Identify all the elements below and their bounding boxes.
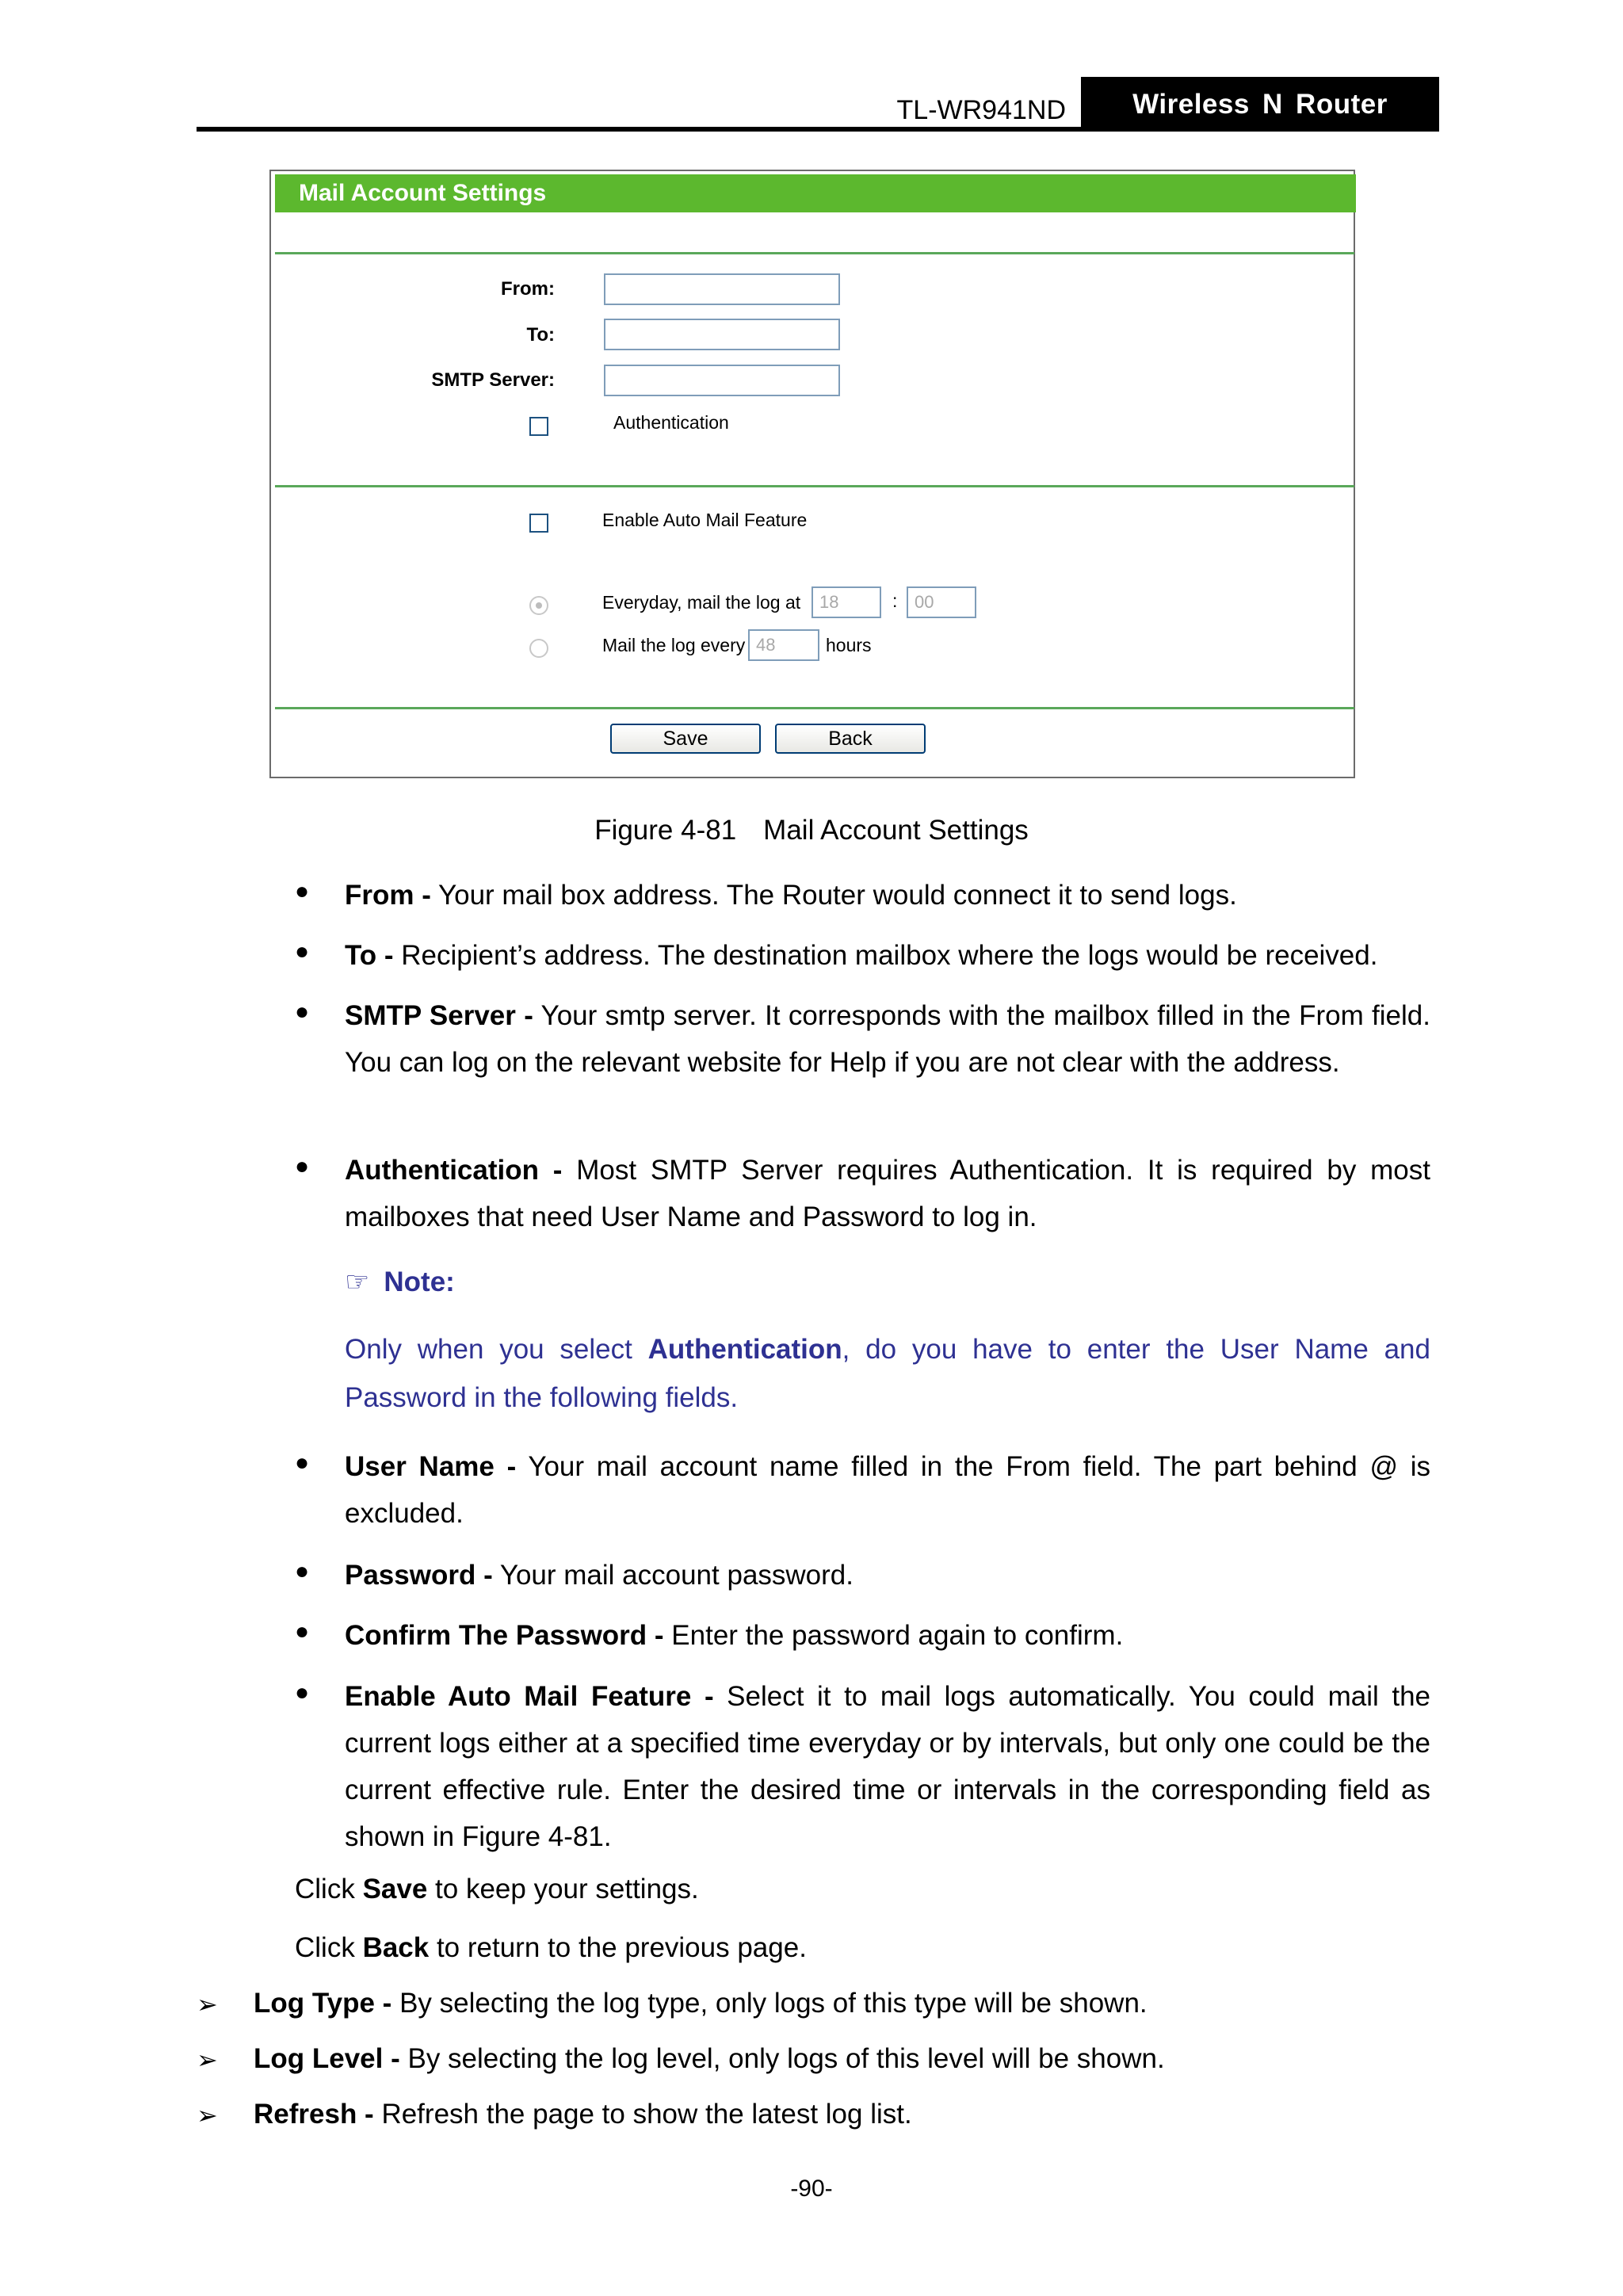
click-bold: Back <box>362 1932 430 1963</box>
arrow-bullet-icon: ➢ <box>197 2046 218 2074</box>
figure-caption <box>0 815 1623 846</box>
page-number: -90- <box>790 2176 833 2202</box>
panel-title: Mail Account Settings <box>275 174 1356 212</box>
note-post: , do you have to enter the User Name and Password in the following fields. <box>345 1334 1430 1413</box>
note-bold: Authentication <box>647 1334 842 1365</box>
item-text: Your mail account name filled in the From field. The part behind @ is excluded. <box>345 1451 1430 1529</box>
interval-input[interactable]: 48 <box>748 629 819 661</box>
item-text: Refresh the page to show the latest log list. <box>373 2099 912 2130</box>
bullet-dot: ● <box>295 938 310 965</box>
item-text: Enter the password again to confirm. <box>663 1620 1124 1651</box>
click-pre: Click <box>295 1874 363 1904</box>
interval-unit: hours <box>826 635 872 655</box>
item-term: Password - <box>345 1560 493 1591</box>
note-pre: Only when you select <box>345 1334 648 1365</box>
pointing-hand-icon: ☞ <box>345 1266 370 1297</box>
item-user-name <box>345 1443 1430 1537</box>
item-term: SMTP Server - <box>345 1000 533 1031</box>
item-to <box>345 932 1430 979</box>
bullet-dot: ● <box>295 999 310 1025</box>
interval-radio[interactable] <box>529 639 548 658</box>
bullet-dot: ● <box>295 1679 310 1706</box>
header-rule <box>197 127 1439 132</box>
interval-label: Mail the log every <box>602 635 746 655</box>
hour-input[interactable]: 18 <box>812 586 881 618</box>
item-term: Confirm The Password - <box>345 1620 664 1651</box>
item-term: Refresh - <box>254 2099 374 2130</box>
from-label: From: <box>501 278 555 300</box>
minute-input[interactable]: 00 <box>907 586 976 618</box>
item-text: Your mail account password. <box>492 1560 854 1591</box>
item-term: Authentication - <box>345 1155 563 1186</box>
item-text: Most SMTP Server requires Authentication. It is required by most mailboxes that need User Name and Password to log in. <box>345 1155 1430 1232</box>
arrow-bullet-icon: ➢ <box>197 2101 218 2130</box>
item-text: Your smtp server. It corresponds with the mailbox filled in the From field. You can log on the relevant website for Help if you are not clear with the address. <box>345 1000 1430 1078</box>
item-log-level <box>254 2043 1165 2075</box>
item-term: User Name - <box>345 1451 517 1482</box>
divider-middle <box>275 485 1354 487</box>
save-button[interactable]: Save <box>610 724 761 754</box>
click-back-line <box>295 1932 807 1964</box>
click-bold: Save <box>362 1874 428 1904</box>
everyday-label: Everyday, mail the log at <box>602 592 801 613</box>
enable-auto-mail-label: Enable Auto Mail Feature <box>602 510 808 530</box>
bullet-dot: ● <box>295 1450 310 1476</box>
note-title: Note: <box>384 1266 455 1297</box>
bullet-dot: ● <box>295 1153 310 1179</box>
arrow-bullet-icon: ➢ <box>197 1990 218 2019</box>
click-post: to return to the previous page. <box>429 1932 807 1963</box>
divider-bottom <box>275 707 1354 709</box>
note-text <box>345 1325 1430 1422</box>
bullet-dot: ● <box>295 1558 310 1584</box>
click-pre: Click <box>295 1932 363 1963</box>
bullet-dot: ● <box>295 878 310 904</box>
item-term: Enable Auto Mail Feature - <box>345 1681 714 1712</box>
item-confirm-password <box>345 1612 1430 1659</box>
item-log-type <box>254 1988 1148 2019</box>
click-post: to keep your settings. <box>427 1874 699 1904</box>
to-label: To: <box>526 324 555 346</box>
item-from <box>345 872 1430 919</box>
item-text: Select it to mail logs automatically. You could mail the current logs either at a specified time everyday or by intervals, but only one could be the current effective rule. Enter the desired time or intervals in the corresponding field as shown in Figure 4-81. <box>345 1681 1431 1852</box>
item-refresh <box>254 2099 912 2130</box>
mail-account-settings-panel <box>269 170 1355 778</box>
to-input[interactable] <box>604 319 840 350</box>
header-product-badge: Wireless N Router <box>1081 77 1439 132</box>
smtp-server-label: SMTP Server: <box>431 369 555 391</box>
bullet-dot: ● <box>295 1618 310 1645</box>
from-input[interactable] <box>604 273 840 305</box>
item-text: Recipient’s address. The destination mailbox where the logs would be received. <box>393 940 1378 971</box>
enable-auto-mail-checkbox[interactable] <box>529 514 548 533</box>
item-smtp-server <box>345 992 1430 1086</box>
item-term: To - <box>345 940 394 971</box>
item-term: From - <box>345 880 431 911</box>
item-password <box>345 1552 1430 1599</box>
item-term: Log Level - <box>254 2043 400 2074</box>
item-authentication <box>345 1147 1430 1240</box>
authentication-label: Authentication <box>613 412 729 433</box>
item-text: By selecting the log level, only logs of this level will be shown. <box>399 2043 1165 2074</box>
header-model: TL-WR941ND <box>896 95 1066 125</box>
authentication-checkbox[interactable] <box>529 417 548 436</box>
back-button[interactable]: Back <box>775 724 926 754</box>
item-text: Your mail box address. The Router would connect it to send logs. <box>430 880 1237 911</box>
click-save-line <box>295 1874 699 1905</box>
smtp-server-input[interactable] <box>604 365 840 396</box>
everyday-radio[interactable] <box>529 596 548 615</box>
item-text: By selecting the log type, only logs of this type will be shown. <box>391 1988 1148 2019</box>
item-term: Log Type - <box>254 1988 392 2019</box>
figure-title: Mail Account Settings <box>763 815 1029 846</box>
note-heading <box>345 1266 455 1298</box>
divider-top <box>275 252 1354 254</box>
item-auto-mail <box>345 1673 1430 1860</box>
figure-number: Figure 4-81 <box>594 815 737 846</box>
time-separator: : <box>892 590 898 611</box>
